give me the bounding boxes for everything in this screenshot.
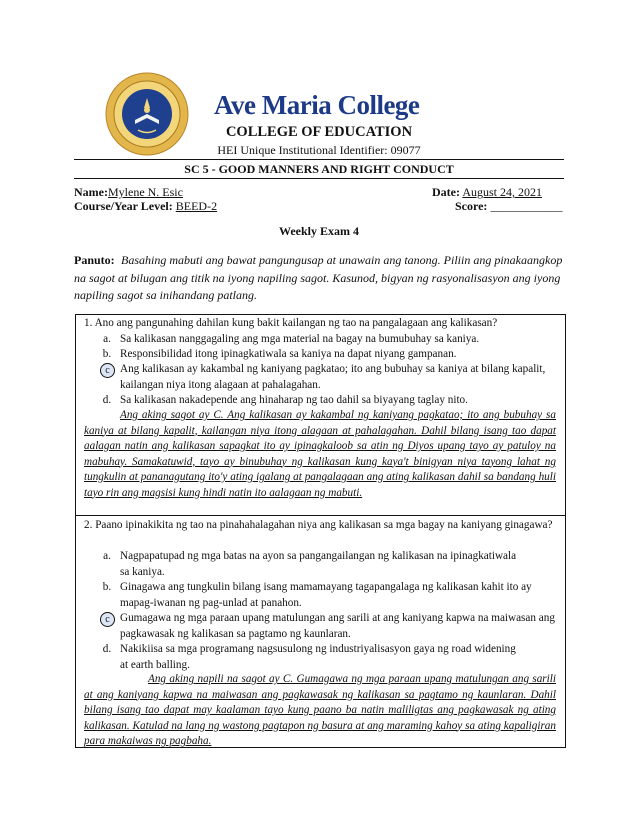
instructions	[74, 252, 564, 305]
name-label: Name:	[74, 185, 108, 199]
name-value: Mylene N. Esic	[107, 185, 183, 199]
subject-title: SC 5 - GOOD MANNERS AND RIGHT CONDUCT	[184, 162, 454, 176]
question-2	[84, 518, 570, 534]
selected-answer-circle: c	[100, 363, 115, 378]
date-field	[432, 185, 542, 200]
question-number: 1.	[84, 317, 93, 329]
department-title: COLLEGE OF EDUCATION	[225, 124, 413, 140]
hei-identifier: HEI Unique Institutional Identifier: 09077	[217, 143, 421, 157]
date-value: August 24, 2021	[462, 185, 542, 199]
course-label: Course/Year Level:	[74, 199, 173, 213]
instructions-label: Panuto:	[74, 253, 115, 267]
instructions-text: Basahing mabuti ang bawat pangungusap at unawain ang tanong. Piliin ang pinakaangkop na sagot at bilugan ang titik na iyong napiling sagot. Kasunod, bigyan ng rasyonalisasyon ang iyong napiling sagot sa inihandang patlang.	[74, 253, 563, 302]
course-value: BEED-2	[175, 199, 218, 213]
question-text: Paano ipinakikita ng tao na pinahahalagahan niya ang kalikasan sa mga bagay na kaniyang ginagawa?	[95, 519, 553, 531]
course-field	[74, 199, 217, 214]
answer-rationale-1: Ang aking sagot ay C. Ang kalikasan ay kakambal ng kaniyang pagkatao; ito ang bubuhay sa kaniya at bilang kapalit, kailangan niya itong alagaan at pahalagahan. Dahil bilang isang tao dapat aalagan natin ang kalikasan sapagkat ito ay ipinagkaloob sa atin ng Diyos upang tayo ay patuloy na mabuhay. Samakatuwid, tayo ay binubuhay ng kalikasan kung kaya't binigyan niya tayong lahat ng tungkulin at pananagutang ito'y ating igalang at pangalagaan ang ating kalikasan dahil sa bandang huli tayo rin ang magsisi kung hindi natin ito aalagaan ng mabuti.	[84, 409, 556, 499]
selected-answer-circle: c	[100, 612, 115, 627]
name-field	[74, 185, 183, 200]
exam-title: Weekly Exam 4	[279, 224, 359, 238]
college-name: Ave Maria College	[214, 90, 420, 120]
score-value: ____________	[490, 199, 563, 213]
divider	[74, 178, 564, 179]
question-box-2: 2. Paano ipinakikita ng tao na pinahahalagahan niya ang kalikasan sa mga bagay na kaniyang ginagawa? a. Nagpapatupad ng mga batas na ayon sa pangangailangan ng kalikasan na ipinagkatiwala sa kaniya. b. Ginagawa ang tungkulin bilang isang mamamayang tagapangalaga ng kalikasan kahit ito ay mapag-iwanan ng pag-unlad at panahon. c Gumagawa ng mga paraan upang matulungan ang sarili at ang kaniyang kapwa na maiwasan ang pagkawasak ng kalikasan sa pagtamo ng kaunlaran. d. Nakikiisa sa mga programang nagsusulong ng industriyalisasyon gaya ng road widening at earth balling. Ang aking napili na sagot ay C. Gumagawa ng mga paraan upang matulungan ang sarili at ang kaniyang kapwa na maiwasan ang pagkawasak ng kalikasan sa pagtamo ng kaunlaran. Dahil bilang isang tao dapat may kaalaman tayo kung paano ba natin maliligtas ang pagkawasak ng ating kalikasan. Katulad na lang ng wastong pagtapon ng basura at ang maraming kahoy sa ating kapaligiran para makaiwas ng pagbaha.	[75, 515, 566, 748]
divider	[74, 159, 564, 160]
score-label: Score:	[455, 199, 488, 213]
score-field	[455, 199, 562, 214]
question-box-1: 1. Ano ang pangunahing dahilan kung bakit kailangan ng tao na pangalagaan ang kalikasan? a. Sa kalikasan nanggagaling ang mga material na bagay na bumubuhay sa kaniya. b. Responsibilidad itong ipinagkatiwala sa kaniya na dapat niyang gampanan. c Ang kalikasan ay kakambal ng kaniyang pagkatao; ito ang bubuhay sa kaniya at bilang kapalit, kailangan niya itong alagaan at pahalagahan. d. Sa kalikasan nakadepende ang hinaharap ng tao dahil sa biyayang taglay nito. Ang aking sagot ay C. Ang kalikasan ay kakambal ng kaniyang pagkatao; ito ang bubuhay sa kaniya at bilang kapalit, kailangan niya itong alagaan at pahalagahan. Dahil bilang isang tao dapat aalagan natin ang kalikasan sapagkat ito ay ipinagkaloob sa atin ng Diyos upang tayo ay patuloy na mabuhay. Samakatuwid, tayo ay binubuhay ng kalikasan kung kaya't binigyan niya tayong lahat ng tungkulin at pananagutang ito'y ating igalang at pangalagaan ang ating kalikasan dahil sa bandang huli tayo rin ang magsisi kung hindi natin ito aalagaan ng mabuti.	[75, 314, 566, 516]
question-text: Ano ang pangunahing dahilan kung bakit kailangan ng tao na pangalagaan ang kalikasan?	[94, 317, 498, 329]
question-1	[84, 316, 554, 332]
date-label: Date:	[432, 185, 460, 199]
question-number: 2.	[84, 519, 93, 531]
answer-rationale-2: Ang aking napili na sagot ay C. Gumagawa ng mga paraan upang matulungan ang sarili at ang kaniyang kapwa na maiwasan ang pagkawasak ng kalikasan sa pagtamo ng kaunlaran. Dahil bilang isang tao dapat may kaalaman tayo kung paano ba natin maliligtas ang pagkawasak ng ating kalikasan. Katulad na lang ng wastong pagtapon ng basura at ang maraming kahoy sa ating kapaligiran para makaiwas ng pagbaha.	[84, 673, 556, 747]
